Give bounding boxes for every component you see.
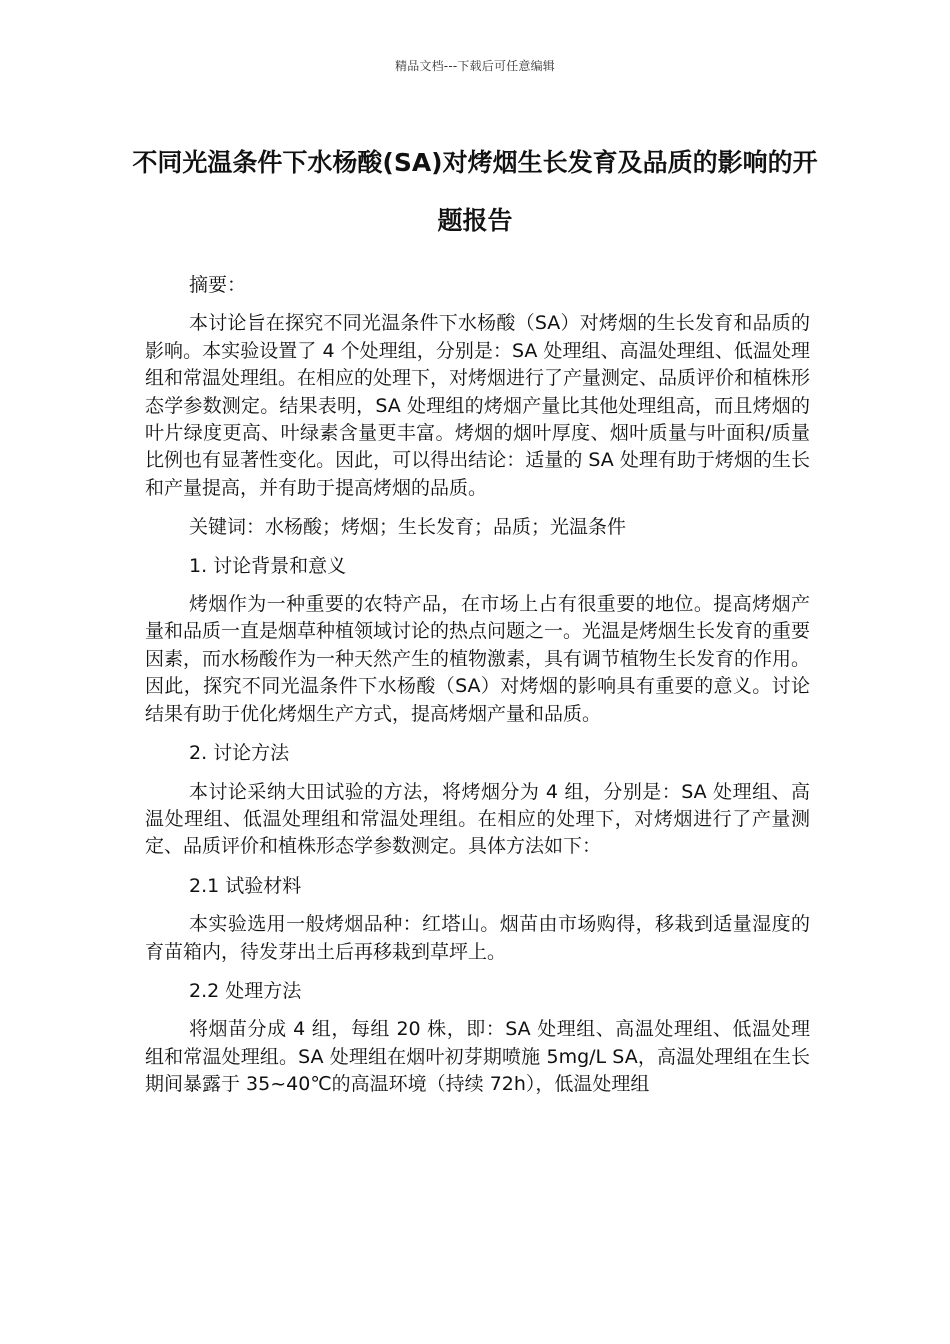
document-title: 不同光温条件下水杨酸(SA)对烤烟生长发育及品质的影响的开题报告 <box>132 148 818 235</box>
background-paragraph: 烤烟作为一种重要的农特产品，在市场上占有很重要的地位。提高烤烟产量和品质一直是烟草种植领域讨论的热点问题之一。光温是烤烟生长发育的重要因素，而水杨酸作为一种天然产生的植物激素，具有调节植物生长发育的作用。因此，探究不同光温条件下水杨酸（SA）对烤烟的影响具有重要的意义。讨论结果有助于优化烤烟生产方式，提高烤烟产量和品质。 <box>145 593 811 725</box>
methods-paragraph: 本讨论采纳大田试验的方法，将烤烟分为 4 组，分别是：SA 处理组、高温处理组、低温处理组和常温处理组。在相应的处理下，对烤烟进行了产量测定、品质评价和植株形态学参数测定。具体方法如下： <box>145 780 810 858</box>
section-heading-materials: 2.1 试验材料 <box>189 874 302 897</box>
treatment-paragraph: 将烟苗分成 4 组，每组 20 株，即：SA 处理组、高温处理组、低温处理组和常温处理组。SA 处理组在烟叶初芽期喷施 5mg/L SA，高温处理组在生长期间暴露于 35~40℃的高温环境（持续 72h），低温处理组 <box>145 1018 810 1096</box>
section-heading-background: 1. 讨论背景和意义 <box>189 554 347 577</box>
section-heading-methods: 2. 讨论方法 <box>189 742 290 765</box>
keywords-line: 关键词：水杨酸；烤烟；生长发育；品质；光温条件 <box>189 516 627 539</box>
document-body <box>145 272 810 1111</box>
abstract-label: 摘要： <box>189 274 247 296</box>
header-note: 精品文档---下载后可任意编辑 <box>395 59 555 73</box>
section-heading-treatment: 2.2 处理方法 <box>189 979 302 1002</box>
materials-paragraph: 本实验选用一般烤烟品种：红塔山。烟苗由市场购得，移栽到适量湿度的育苗箱内，待发芽出土后再移栽到草坪上。 <box>145 913 810 963</box>
abstract-paragraph: 本讨论旨在探究不同光温条件下水杨酸（SA）对烤烟的生长发育和品质的影响。本实验设置了 4 个处理组，分别是：SA 处理组、高温处理组、低温处理组和常温处理组。在相应的处理下，对烤烟进行了产量测定、品质评价和植株形态学参数测定。结果表明，SA 处理组的烤烟产量比其他处理组高，而且烤烟的叶片绿度更高、叶绿素含量更丰富。烤烟的烟叶厚度、烟叶质量与叶面积/质量比例也有显著性变化。因此，可以得出结论：适量的 SA 处理有助于烤烟的生长和产量提高，并有助于提高烤烟的品质。 <box>145 312 811 499</box>
